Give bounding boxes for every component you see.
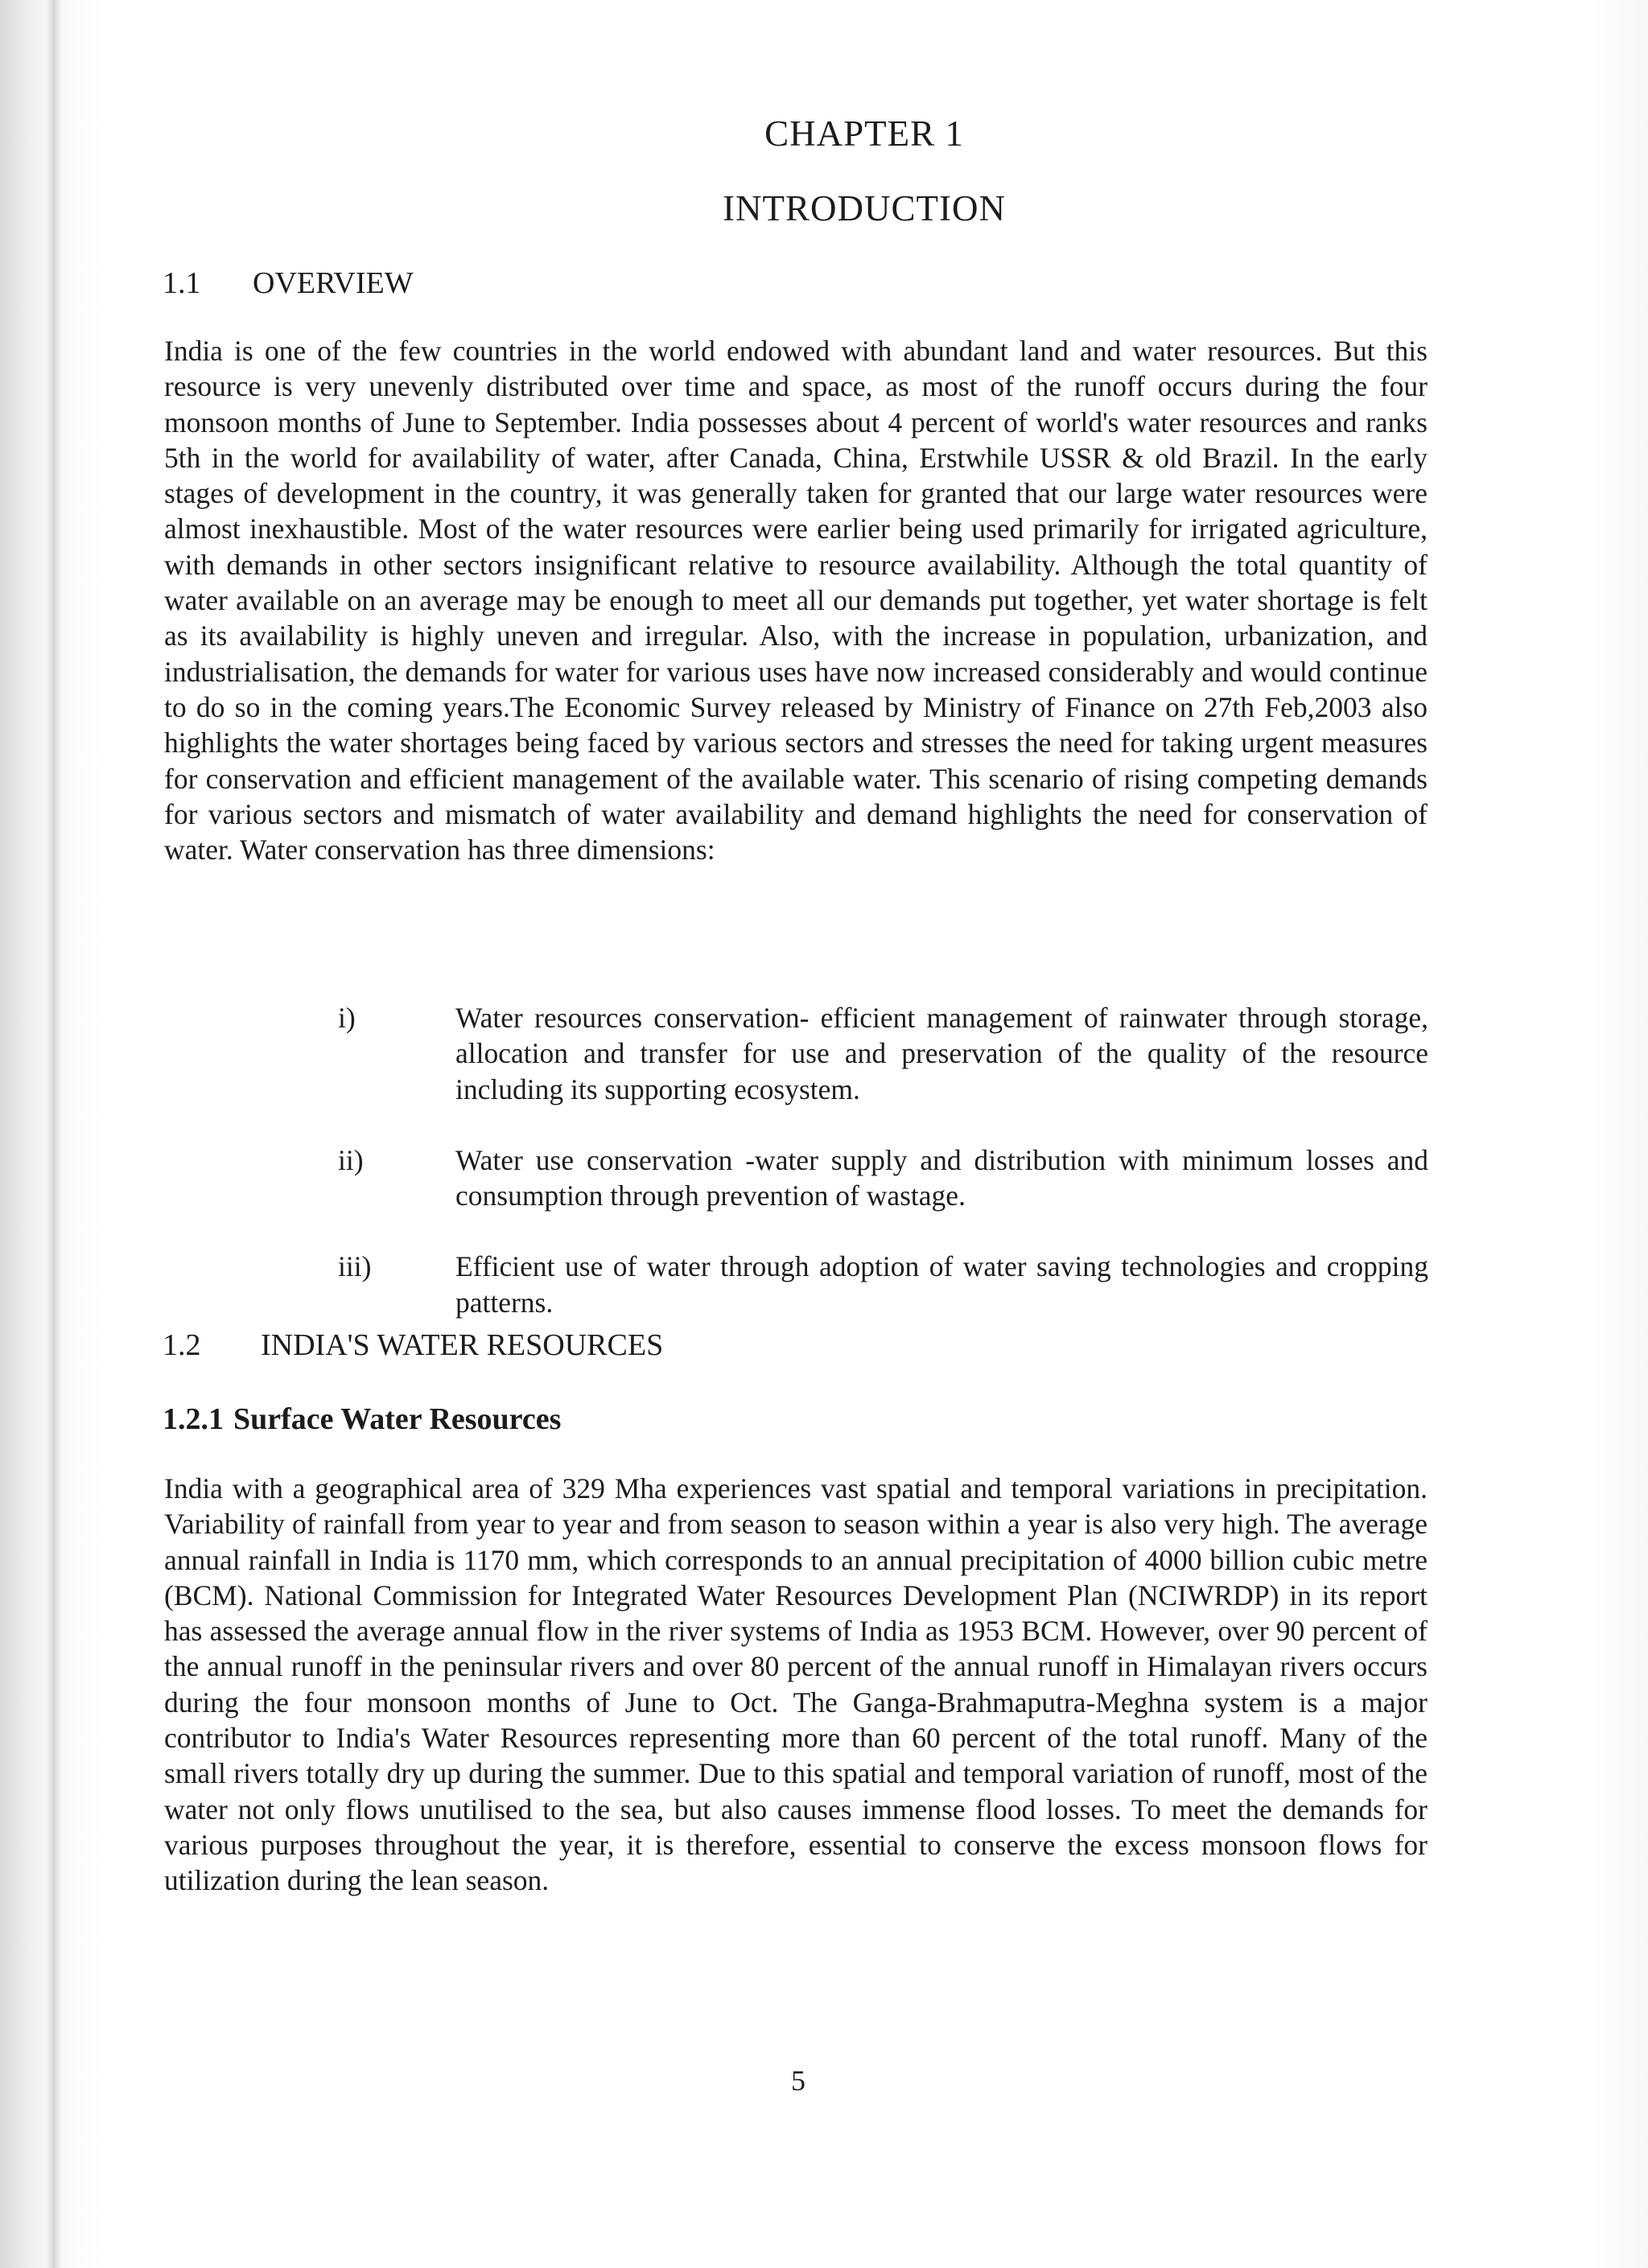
list-item: [338, 1249, 1428, 1320]
list-marker: iii): [338, 1250, 372, 1283]
subsection-title: Surface Water Resources: [233, 1402, 562, 1436]
section-heading-water-resources: [163, 1327, 663, 1363]
section-number: 1.2: [163, 1328, 201, 1362]
page-number: 5: [791, 2064, 805, 2097]
list-item-text: Efficient use of water through adoption of water saving technologies and cropping patterns.: [455, 1250, 1428, 1319]
list-item: [338, 1000, 1428, 1107]
dimensions-list: [338, 1000, 1428, 1356]
list-marker: i): [338, 1002, 356, 1034]
list-marker: ii): [338, 1143, 364, 1176]
section-heading-overview: [163, 265, 414, 301]
list-item-text: Water resources conservation- efficient management of rainwater through storage, allocation and transfer for use and preservation of the quality of the resource including its supporting ecosystem.: [455, 1002, 1428, 1105]
surface-water-paragraph: India with a geographical area of 329 Mha experiences vast spatial and temporal variations in precipitation. Variability of rainfall from year to year and from season to season within a year is also very high. The average annual rainfall in India is 1170 mm, which corresponds to an annual precipitation of 4000 billion cubic metre (BCM). National Commission for Integrated Water Resources Development Plan (NCIWRDP) in its report has assessed the average annual flow in the river systems of India as 1953 BCM. However, over 90 percent of the annual runoff in the peninsular rivers and over 80 percent of the annual runoff in Himalayan rivers occurs during the four monsoon months of June to Oct. The Ganga-Brahmaputra-Meghna system is a major contributor to India's Water Resources representing more than 60 percent of the total runoff. Many of the small rivers totally dry up during the summer. Due to this spatial and temporal variation of runoff, most of the water not only flows unutilised to the sea, but also causes immense flood losses. To meet the demands for various purposes throughout the year, it is therefore, essential to conserve the excess monsoon flows for utilization during the lean season.: [164, 1472, 1428, 1897]
list-item-text: Water use conservation -water supply and distribution with minimum losses and consumption through prevention of wastage.: [455, 1143, 1428, 1212]
subsection-heading-surface-water: [163, 1402, 561, 1437]
subsection-number: 1.2.1: [163, 1402, 224, 1436]
section-title: INDIA'S WATER RESOURCES: [261, 1328, 664, 1362]
chapter-label: CHAPTER 1: [764, 113, 964, 154]
section-title: OVERVIEW: [253, 266, 414, 300]
overview-paragraph: India is one of the few countries in the world endowed with abundant land and water resources. But this resource is very unevenly distributed over time and space, as most of the runoff occurs during the four monsoon months of June to September. India possesses about 4 percent of world's water resources and ranks 5th in the world for availability of water, after Canada, China, Erstwhile USSR & old Brazil. In the early stages of development in the country, it was generally taken for granted that our large water resources were almost inexhaustible. Most of the water resources were earlier being used primarily for irrigated agriculture, with demands in other sectors insignificant relative to resource availability. Although the total quantity of water available on an average may be enough to meet all our demands put together, yet water shortage is felt as its availability is highly uneven and irregular. Also, with the increase in population, urbanization, and industrialisation, the demands for water for various uses have now increased considerably and would continue to do so in the coming years.The Economic Survey released by Ministry of Finance on 27th Feb,2003 also highlights the water shortages being faced by various sectors and stresses the need for taking urgent measures for conservation and efficient management of the available water. This scenario of rising competing demands for various sectors and mismatch of water availability and demand highlights the need for conservation of water. Water conservation has three dimensions:: [164, 335, 1428, 866]
list-item: [338, 1142, 1428, 1214]
chapter-title: INTRODUCTION: [723, 188, 1006, 228]
section-number: 1.1: [163, 266, 201, 300]
binding-shadow: [47, 0, 61, 2268]
